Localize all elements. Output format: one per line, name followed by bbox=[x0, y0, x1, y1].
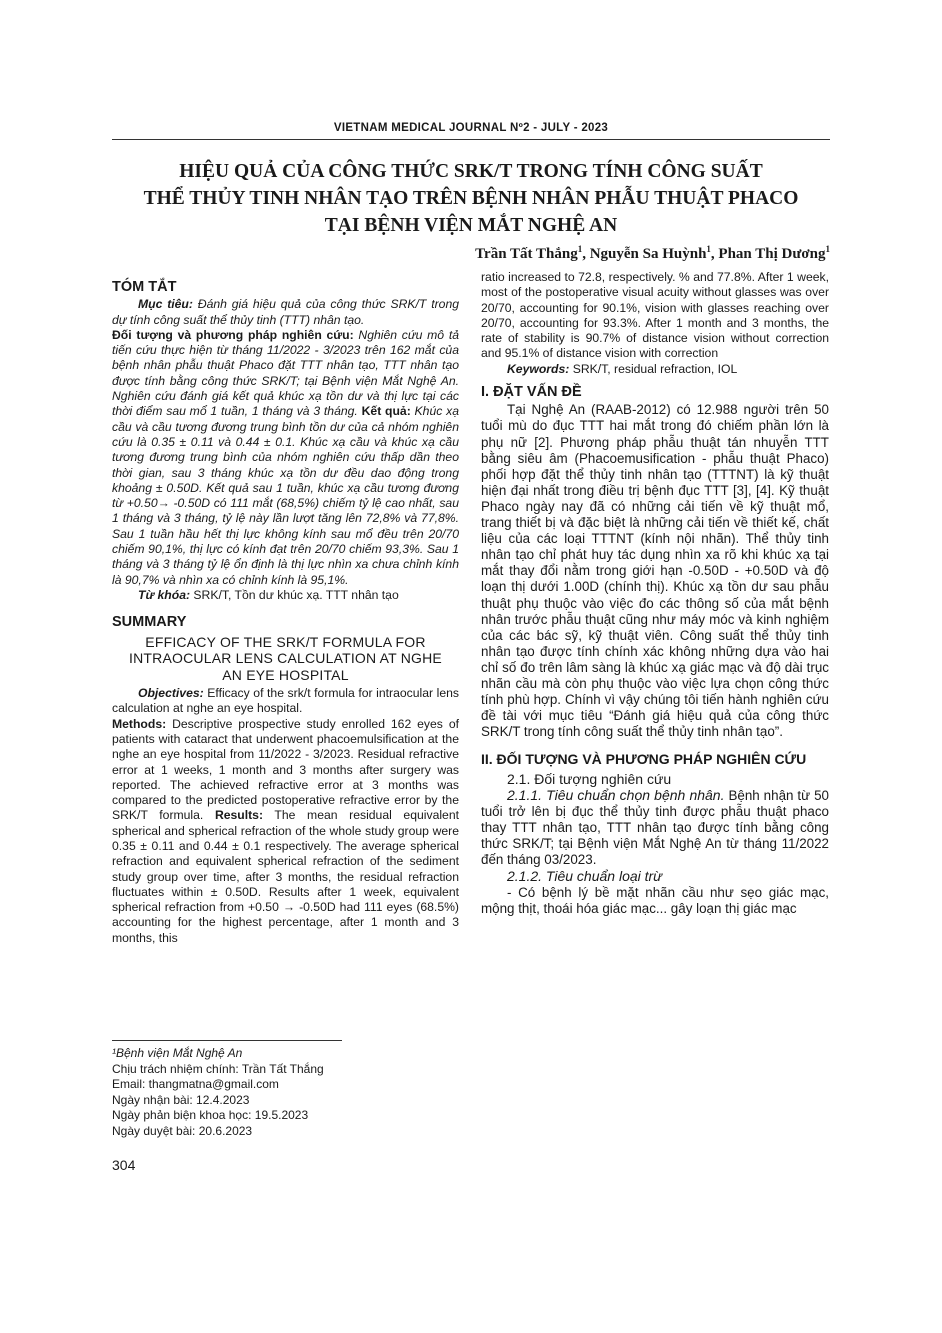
author-name: Phan Thị Dương bbox=[718, 246, 826, 262]
label-keywords: Keywords: bbox=[507, 361, 570, 376]
subsection-2-1-1 bbox=[481, 787, 829, 868]
section-1-heading: I. ĐẶT VẤN ĐỀ bbox=[481, 384, 582, 401]
section-1-paragraph: Tại Nghệ An (RAAB-2012) có 12.988 người trên 50 tuổi mù do đục TTT hai mắt trong đó chiếm phần lớn là phụ nữ [2]. Phương pháp phẫu thuật tán nhuyễn TTT bằng siêu âm (Phacoemusification - phẫu thuật Phaco) phối hợp đặt thể thủy tinh nhân tạo (TTTNT) là kỹ thuật hiện đại nhất trong điều trị bệnh đục TTT [3], [4]. Kỹ thuật Phaco ngày nay đã có những cải tiến về kỹ thuật mổ, trang thiết bị và đặc biệt là những cải tiến về thiết kế, chất liệu của các loại TTTNT (kính nội nhãn). Thể thủy tinh nhân tạo chỉ phát huy tác dụng nhìn xa rõ khi khúc xạ tại mắt thay đổi nằm trong giới hạn -0.50D - +0.50D và độ loạn thị dưới 1.00D (chính thị). Khúc xạ tồn dư sau phẫu thuật phụ thuộc vào việc đo các thông số của mắt bệnh nhân trước phẫu thuật cũng như máy móc và kinh nghiệm của các bác sỹ, kỹ thuật viên. Công suất thể thủy tinh nhân tạo được tính chính xác không những dựa vào hai chỉ số đo trên lâm sàng là khúc xạ giác mạc và độ dài trục nhãn cầu mà còn phụ thuộc vào việc lựa chọn công thức tính phù hợp. Chính vì vậy chúng tôi tiến hành nghiên cứu đề tài với mục tiêu “Đánh giá hiệu quả của công thức SRK/T trong tính công suất thể thủy tinh nhân tạo”. bbox=[481, 402, 829, 740]
text-ket-qua: Khúc xạ cầu và cầu tương đương trung bình tồn dư của cả nhóm nghiên cứu là 0.35 ± 0.11 và 0.44 ± 0.1. Khúc xạ cầu và khúc xạ cầu tương đương trung bình của nhóm nghiên cứu thấp dần theo thời gian, sau 3 tháng khúc xạ tồn dư đều dao động trong khoảng ± 0.50D. Kết quả sau 1 tuần, khúc xạ cầu tương đương từ +0.50→ -0.50D có 111 mắt (68,5%) chiếm tỷ lệ cao nhất, sau 1 tháng và 3 tháng, tỷ lệ này lần lượt tăng lên 72,8% và 77,8%. Sau 1 tuần hầu hết thị lực không kính sau mổ đều trên 20/70 chiếm 90,1%, thị lực có kính đạt trên 20/70 chiếm 93,3%. Sau 1 tháng và 3 tháng tỷ lệ ổn định là thị lực nhìn xa chưa chỉnh kính là 90,7% và nhìn xa có chỉnh kính là 95,1%. bbox=[112, 404, 459, 587]
summary-title: EFFICACY OF THE SRK/T FORMULA FOR INTRAOCULAR LENS CALCULATION AT NGHE AN EYE HOSPITAL bbox=[129, 633, 442, 683]
author-list bbox=[300, 244, 830, 263]
label-methods: Methods: bbox=[112, 716, 167, 731]
author-affiliation-mark: 1 bbox=[825, 244, 830, 254]
title-line-3: TẠI BỆNH VIỆN MẮT NGHỆ AN bbox=[324, 215, 618, 236]
right-column bbox=[481, 270, 829, 917]
label-2-1-1: 2.1.1. Tiêu chuẩn chọn bệnh nhân. bbox=[507, 786, 725, 803]
text-objectives: Efficacy of the srk/t formula for intraocular lens calculation at nghe an eye hospital. bbox=[112, 686, 459, 716]
footnote-received: Ngày nhận bài: 12.4.2023 bbox=[112, 1092, 250, 1107]
author-affiliation-mark: 1 bbox=[706, 244, 711, 254]
left-column bbox=[112, 277, 459, 946]
author-name: Trần Tất Thắng bbox=[475, 246, 578, 262]
label-tu-khoa: Từ khóa: bbox=[138, 587, 191, 602]
footnote-reviewed: Ngày phản biện khoa học: 19.5.2023 bbox=[112, 1108, 309, 1122]
text-tu-khoa: SRK/T, Tồn dư khúc xạ. TTT nhân tạo bbox=[190, 587, 399, 602]
text-results-left: The mean residual equivalent spherical and spherical refraction of the whole study group were 0.35 ± 0.11 and 0.44 ± 0.1 respectively. The average spherical refraction and equivalent spherical refraction of the sediment study group over time, after 3 months, the residual refraction fluctuates within ± 0.50D. Results after 1 week, equivalent spherical refraction from +0.50 → -0.50D had 111 eyes (68.5%) accounting for the highest percentage, after 1 month and 3 months, this bbox=[112, 808, 459, 945]
summary-objectives bbox=[112, 686, 459, 717]
abstract-objective bbox=[112, 297, 459, 328]
text-2-1-1: Bệnh nhận từ 50 tuổi trở lên bị đục thể thủy tinh được phẫu thuật phaco thay TTT nhân tạo, TTT nhân tạo được tính bằng công thức SRK/T; tại Bệnh viện Mắt Nghệ An từ tháng 11/2022 đến tháng 03/2023. bbox=[481, 787, 829, 868]
label-results: Results: bbox=[214, 808, 264, 823]
summary-results-continued: ratio increased to 72.8, respectively. % and 77.8%. After 1 week, most of the postoperative visual acuity without glasses was over 20/70, accounting for 90.1%, vision with glasses reaching over 20/70, accounting for 93.3%. After 1 month and 3 months, the rate of stability is 90.7% of distance vision without correction and 95.1% of distance vision with correction bbox=[481, 270, 829, 361]
footnote-email: Email: thangmatna@gmail.com bbox=[112, 1077, 279, 1091]
author-separator: , bbox=[710, 246, 719, 262]
label-ket-qua: Kết quả: bbox=[361, 404, 411, 419]
summary-keywords bbox=[481, 362, 829, 377]
summary-heading: SUMMARY bbox=[112, 614, 187, 631]
text-keywords: SRK/T, residual refraction, IOL bbox=[569, 361, 738, 376]
footnote-affiliation: ¹Bệnh viện Mắt Nghệ An bbox=[112, 1046, 243, 1060]
section-2-heading: II. ĐỐI TƯỢNG VÀ PHƯƠNG PHÁP NGHIÊN CỨU bbox=[481, 751, 807, 768]
abstract-keywords bbox=[112, 588, 459, 603]
footnote-rule bbox=[112, 1040, 342, 1041]
author-affiliation-mark: 1 bbox=[577, 244, 583, 254]
footnotes bbox=[112, 1046, 459, 1139]
title-line-2: THỂ THỦY TINH NHÂN TẠO TRÊN BỆNH NHÂN PHẪU THUẬT PHACO bbox=[143, 188, 799, 209]
footnote-approved: Ngày duyệt bài: 20.6.2023 bbox=[112, 1123, 253, 1138]
text-2-1-2: - Có bệnh lý bề mặt nhãn cầu như sẹo giác mạc, mộng thịt, thoái hóa giác mạc... gây loạn thị giác mạc bbox=[481, 884, 829, 916]
footnote-responsible: Chịu trách nhiệm chính: Trần Tất Thắng bbox=[112, 1061, 324, 1076]
text-muc-tieu: Đánh giá hiệu quả của công thức SRK/T trong dự tính công suất thể thủy tinh (TTT) nhân tạo. bbox=[112, 297, 459, 327]
title-line-1: HIỆU QUẢ CỦA CÔNG THỨC SRK/T TRONG TÍNH CÔNG SUẤT bbox=[179, 161, 763, 182]
author-separator: , bbox=[582, 246, 590, 262]
summary-methods-results bbox=[112, 717, 459, 946]
text-methods: Descriptive prospective study enrolled 162 eyes of patients with cataract that underwent phacoemulsification at the nghe an eye hospital from 11/2022 - 3/2023. Residual refractive error at 1 weeks, 1 month and 3 months after surgery was reported. The achieved refractive error at 3 months was compared to the predicted postoperative refractive error by the SRK/T formula. bbox=[112, 716, 459, 823]
abstract-methods bbox=[112, 328, 459, 588]
label-objectives: Objectives: bbox=[138, 686, 204, 701]
article-title bbox=[112, 158, 830, 239]
tom-tat-heading: TÓM TẮT bbox=[112, 279, 177, 295]
label-doi-tuong: Đối tượng và phương pháp nghiên cứu: bbox=[112, 327, 354, 342]
journal-header: VIETNAM MEDICAL JOURNAL Nº2 - JULY - 2023 bbox=[112, 122, 830, 140]
text-doi-tuong: Nghiên cứu mô tả tiến cứu thực hiện từ tháng 11/2022 - 3/2023 trên 162 mắt của bệnh nhân phẫu thuật Phaco đặt TTT nhân tạo, TTT nhân tạo được tính bằng công thức SRK/T; tại Bệnh viện Mắt Nghệ An. Nghiên cứu đánh giá kết quả khúc xạ tồn dư và thị lực tại các thời điểm sau mổ 1 tuần, 1 tháng và 3 tháng. bbox=[112, 327, 460, 419]
subsection-2-1-2: 2.1.2. Tiêu chuẩn loại trừ bbox=[507, 868, 663, 885]
page-number: 304 bbox=[112, 1157, 136, 1173]
label-muc-tieu: Mục tiêu: bbox=[138, 297, 193, 312]
subsection-2-1: 2.1. Đối tượng nghiên cứu bbox=[507, 770, 672, 787]
author-name: Nguyễn Sa Huỳnh bbox=[589, 246, 707, 262]
